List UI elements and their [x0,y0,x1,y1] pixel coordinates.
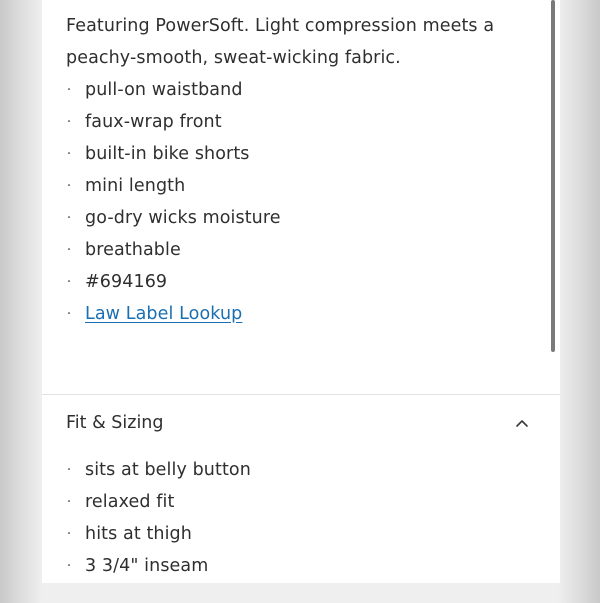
fit-text: relaxed fit [85,492,175,512]
bullet-dot-icon: · [66,114,72,130]
bullet-dot-icon: · [66,306,72,322]
scrollbar[interactable] [551,0,555,352]
list-item [66,486,251,518]
list-item [66,266,281,298]
fit-sizing-list [66,454,251,582]
bullet-dot-icon: · [66,558,72,574]
list-item [66,454,251,486]
detail-text: breathable [85,240,181,260]
list-item [66,518,251,550]
bullet-dot-icon: · [66,82,72,98]
bullet-dot-icon: · [66,462,72,478]
detail-text: mini length [85,176,186,196]
section-divider [42,394,560,395]
bullet-dot-icon: · [66,274,72,290]
fit-sizing-accordion-header[interactable] [42,405,560,441]
bullet-dot-icon: · [66,242,72,258]
bullet-dot-icon: · [66,178,72,194]
list-item [66,74,281,106]
list-item [66,106,281,138]
detail-text: built-in bike shorts [85,144,250,164]
product-details-panel [42,0,560,583]
bullet-dot-icon: · [66,210,72,226]
list-item [66,550,251,582]
list-item [66,202,281,234]
fit-sizing-title: Fit & Sizing [66,413,164,433]
detail-text: pull-on waistband [85,80,243,100]
fit-text: sits at belly button [85,460,251,480]
list-item [66,234,281,266]
detail-text: faux-wrap front [85,112,222,132]
list-item [66,298,281,330]
law-label-lookup-link[interactable]: Law Label Lookup [85,304,243,324]
product-description: Featuring PowerSoft. Light compression meets a peachy-smooth, sweat-wicking fabric. [66,16,495,68]
fit-text: hits at thigh [85,524,192,544]
chevron-up-icon[interactable] [512,413,532,433]
bullet-dot-icon: · [66,494,72,510]
bullet-dot-icon: · [66,146,72,162]
style-number: #694169 [85,272,168,292]
list-item [66,170,281,202]
product-details-list [66,74,281,330]
detail-text: go-dry wicks moisture [85,208,281,228]
bullet-dot-icon: · [66,526,72,542]
fit-text: 3 3/4" inseam [85,556,209,576]
list-item [66,138,281,170]
